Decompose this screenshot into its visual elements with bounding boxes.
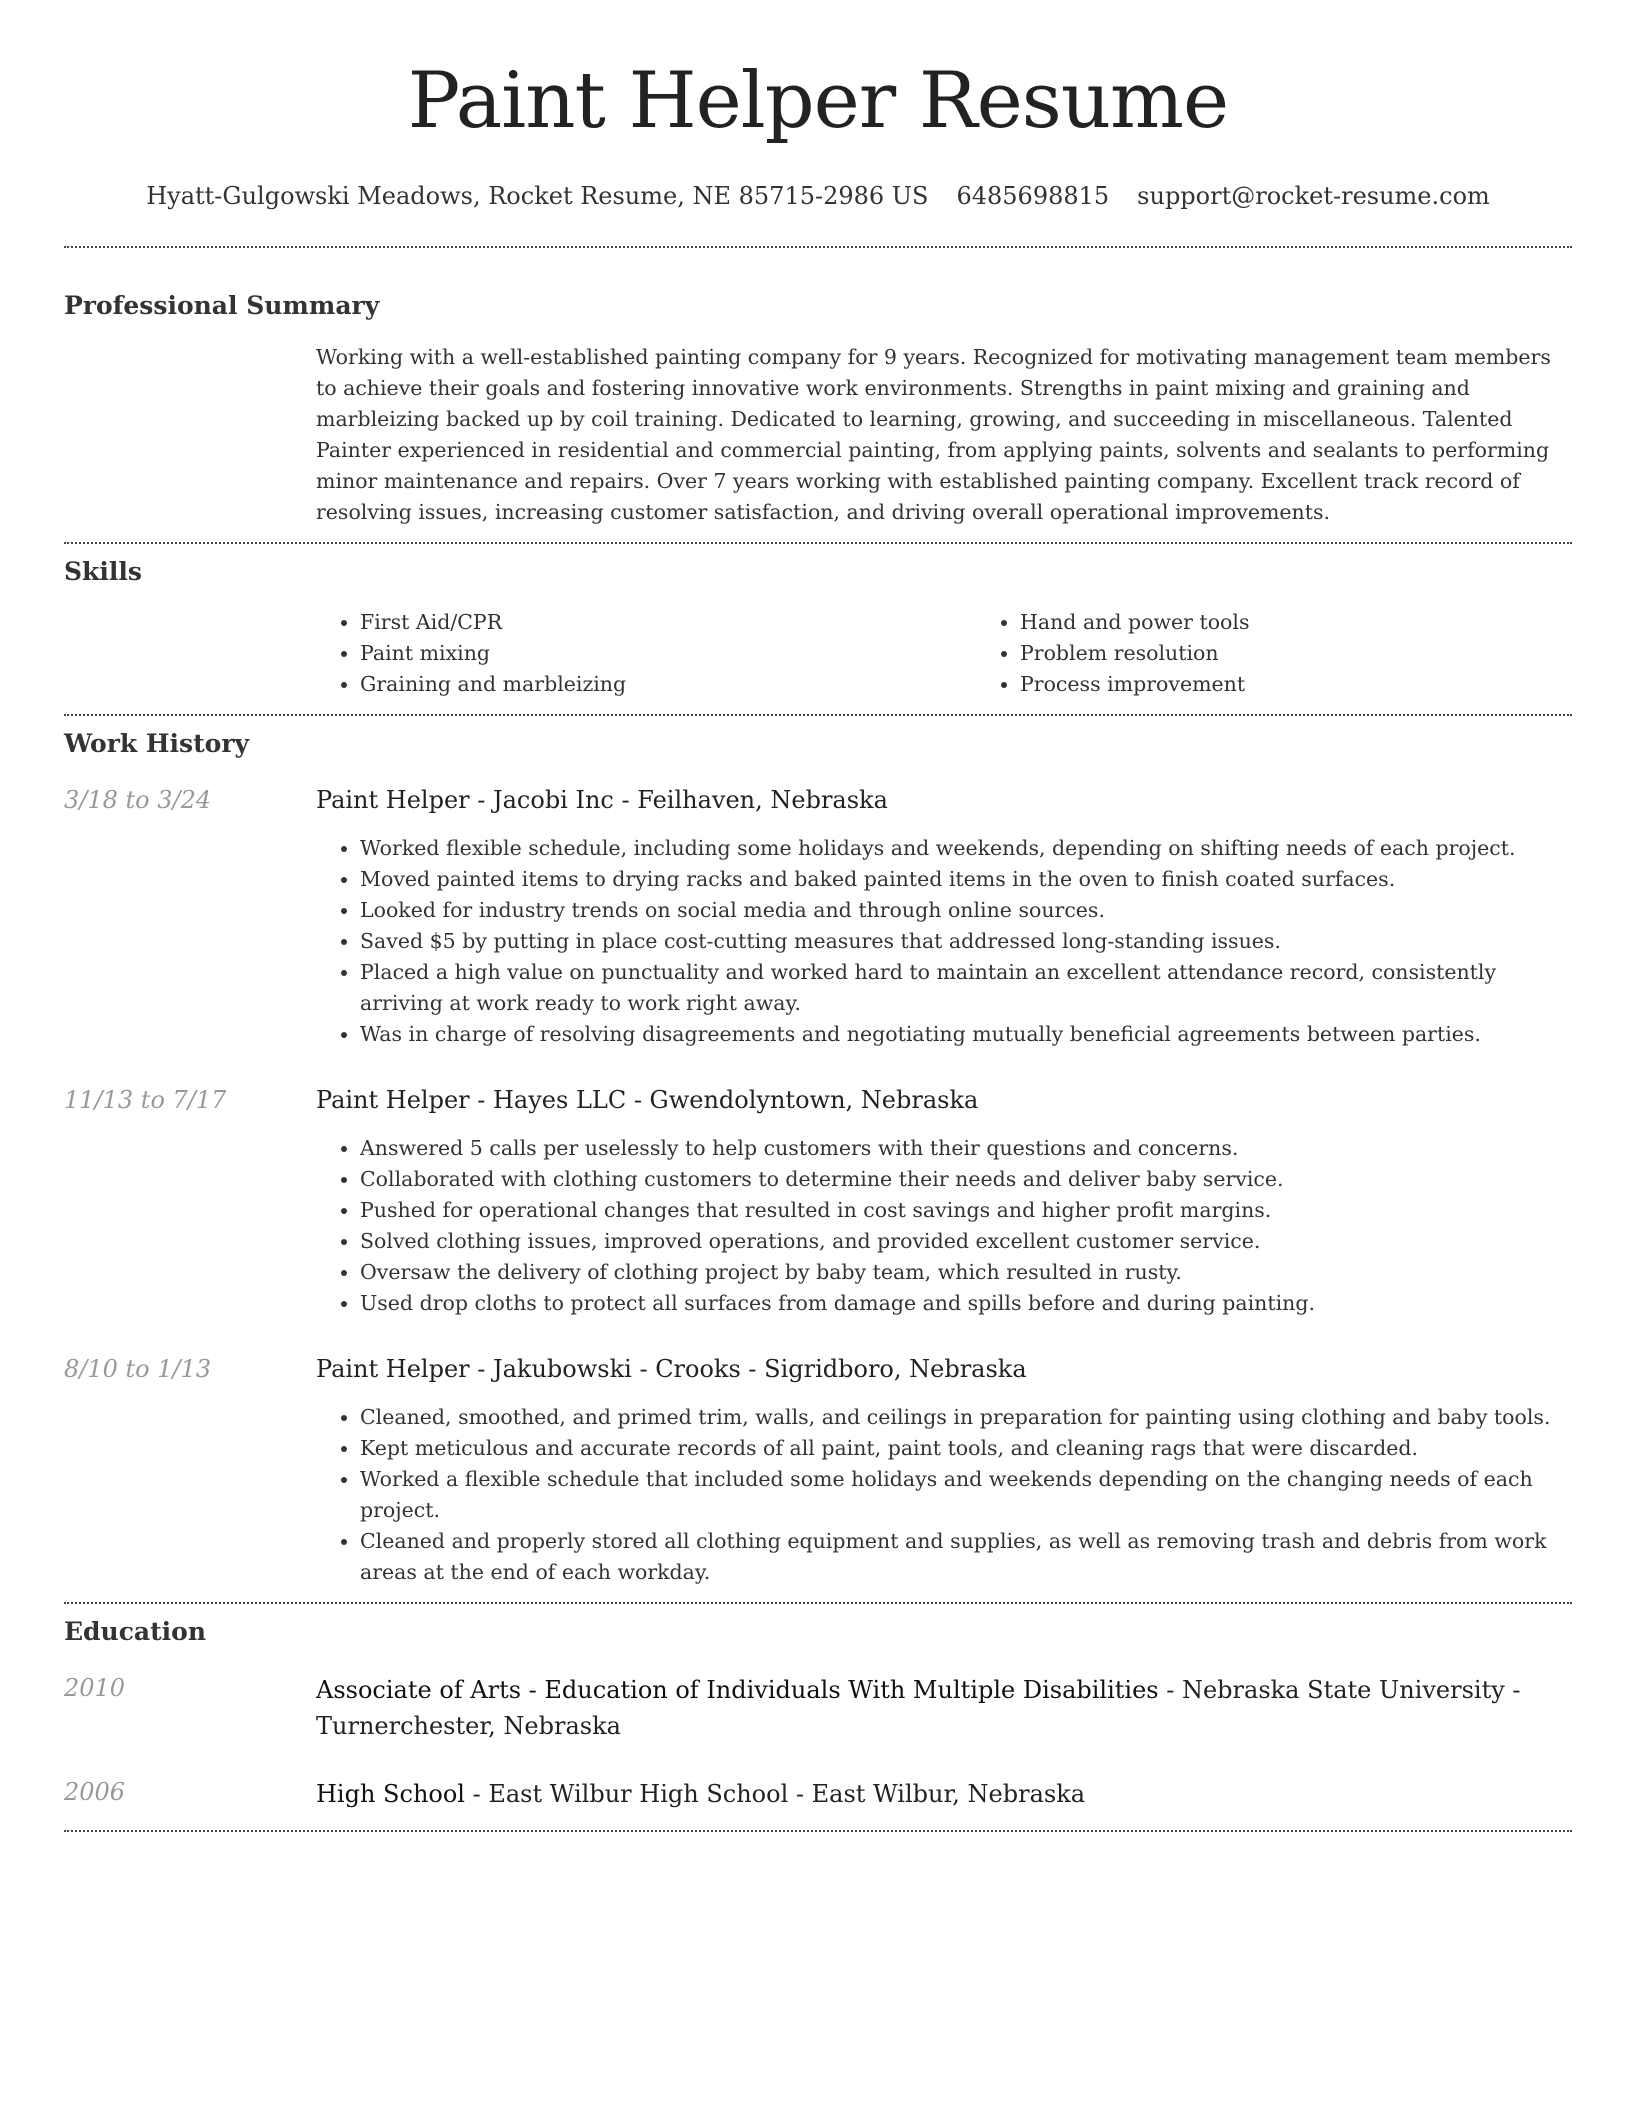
skill-item: • Paint mixing (360, 638, 976, 669)
summary-row (64, 342, 1572, 528)
section-heading-summary: Professional Summary (64, 291, 380, 320)
contact-address: Hyatt-Gulgowski Meadows, Rocket Resume, NE 85715-2986 US (146, 182, 929, 210)
skill-item: • Process improvement (1020, 669, 1632, 700)
divider (64, 246, 1572, 248)
job-dates: 11/13 to 7/17 (64, 1086, 227, 1114)
job-bullet: • Solved clothing issues, improved operations, and provided excellent customer service. (360, 1226, 1572, 1257)
skill-item: • First Aid/CPR (360, 607, 976, 638)
section-heading-work: Work History (64, 729, 250, 758)
job-bullet: • Placed a high value on punctuality and worked hard to maintain an excellent attendance record, consistently arriving at work ready to work right away. (360, 957, 1572, 1019)
job-dates: 3/18 to 3/24 (64, 786, 212, 814)
divider (64, 714, 1572, 716)
job-title: Paint Helper - Jakubowski - Crooks - Sigridboro, Nebraska (316, 1355, 1027, 1383)
education-entry (64, 1776, 1572, 1812)
job-title: Paint Helper - Jacobi Inc - Feilhaven, Nebraska (316, 786, 888, 814)
education-title (316, 1776, 1572, 1812)
education-year: 2010 (64, 1674, 126, 1702)
education-year: 2006 (64, 1778, 126, 1806)
job-body (316, 1353, 1572, 1588)
contact-line (64, 180, 1572, 212)
job-bullet: • Looked for industry trends on social media and through online sources. (360, 895, 1572, 926)
contact-email[interactable]: support@rocket-resume.com (1137, 182, 1490, 210)
skills-list-right (976, 607, 1632, 700)
resume-title: Paint Helper Resume (407, 56, 1229, 146)
section-heading-skills: Skills (64, 557, 142, 586)
job-bullet: • Saved $5 by putting in place cost-cutting measures that addressed long-standing issues. (360, 926, 1572, 957)
section-heading-education: Education (64, 1617, 207, 1646)
education-school: - Nebraska State University - Turnerchester, Nebraska (316, 1676, 1521, 1740)
job-bullet: • Kept meticulous and accurate records of all paint, paint tools, and cleaning rags that were discarded. (360, 1433, 1572, 1464)
job-entry (64, 1353, 1572, 1588)
education-degree: High School (316, 1780, 465, 1808)
resume-page (64, 0, 1572, 1832)
job-bullets (316, 1133, 1572, 1319)
skills-spacer (64, 607, 316, 700)
skills-list-left (316, 607, 976, 700)
education-body (316, 1672, 1572, 1744)
skills-row (64, 607, 1572, 700)
job-bullet: • Collaborated with clothing customers to determine their needs and deliver baby service. (360, 1164, 1572, 1195)
job-bullet: • Used drop cloths to protect all surfaces from damage and spills before and during painting. (360, 1288, 1572, 1319)
job-bullet: • Oversaw the delivery of clothing project by baby team, which resulted in rusty. (360, 1257, 1572, 1288)
job-body (316, 784, 1572, 1050)
skill-item: • Hand and power tools (1020, 607, 1632, 638)
job-dates: 8/10 to 1/13 (64, 1355, 212, 1383)
job-bullet: • Worked a flexible schedule that included some holidays and weekends depending on the changing needs of each project. (360, 1464, 1572, 1526)
education-title (316, 1672, 1572, 1744)
job-bullet: • Cleaned, smoothed, and primed trim, walls, and ceilings in preparation for painting using clothing and baby tools. (360, 1402, 1572, 1433)
skills-columns (316, 607, 1572, 700)
skill-item: • Problem resolution (1020, 638, 1632, 669)
education-school: - East Wilbur High School - East Wilbur, Nebraska (464, 1780, 1086, 1808)
job-body (316, 1084, 1572, 1319)
divider (64, 1830, 1572, 1832)
divider (64, 1602, 1572, 1604)
job-bullet: • Worked flexible schedule, including some holidays and weekends, depending on shifting needs of each project. (360, 833, 1572, 864)
education-entry (64, 1672, 1572, 1744)
job-bullets (316, 1402, 1572, 1588)
job-bullet: • Was in charge of resolving disagreements and negotiating mutually beneficial agreements between parties. (360, 1019, 1572, 1050)
job-entry (64, 1084, 1572, 1319)
job-bullets (316, 833, 1572, 1050)
skill-item: • Graining and marbleizing (360, 669, 976, 700)
job-title: Paint Helper - Hayes LLC - Gwendolyntown, Nebraska (316, 1086, 979, 1114)
summary-spacer (64, 342, 316, 528)
job-bullet: • Answered 5 calls per uselessly to help customers with their questions and concerns. (360, 1133, 1572, 1164)
summary-body (316, 342, 1572, 528)
summary-text: Working with a well-established painting company for 9 years. Recognized for motivating management team members to achieve their goals and fostering innovative work environments. Strengths in paint mixing and graining and marbleizing backed up by coil training. Dedicated to learning, growing, and succeeding in miscellaneous. Talented Painter experienced in residential and commercial painting, from applying paints, solvents and sealants to performing minor maintenance and repairs. Over 7 years working with established painting company. Excellent track record of resolving issues, increasing customer satisfaction, and driving overall operational improvements. (316, 345, 1551, 524)
divider (64, 542, 1572, 544)
education-body (316, 1776, 1572, 1812)
education-degree: Associate of Arts - Education of Individuals With Multiple Disabilities (316, 1676, 1159, 1704)
job-bullet: • Pushed for operational changes that resulted in cost savings and higher profit margins. (360, 1195, 1572, 1226)
job-bullet: • Moved painted items to drying racks and baked painted items in the oven to finish coated surfaces. (360, 864, 1572, 895)
job-entry (64, 784, 1572, 1050)
job-bullet: • Cleaned and properly stored all clothing equipment and supplies, as well as removing trash and debris from work areas at the end of each workday. (360, 1526, 1572, 1588)
contact-phone: 6485698815 (956, 182, 1110, 210)
